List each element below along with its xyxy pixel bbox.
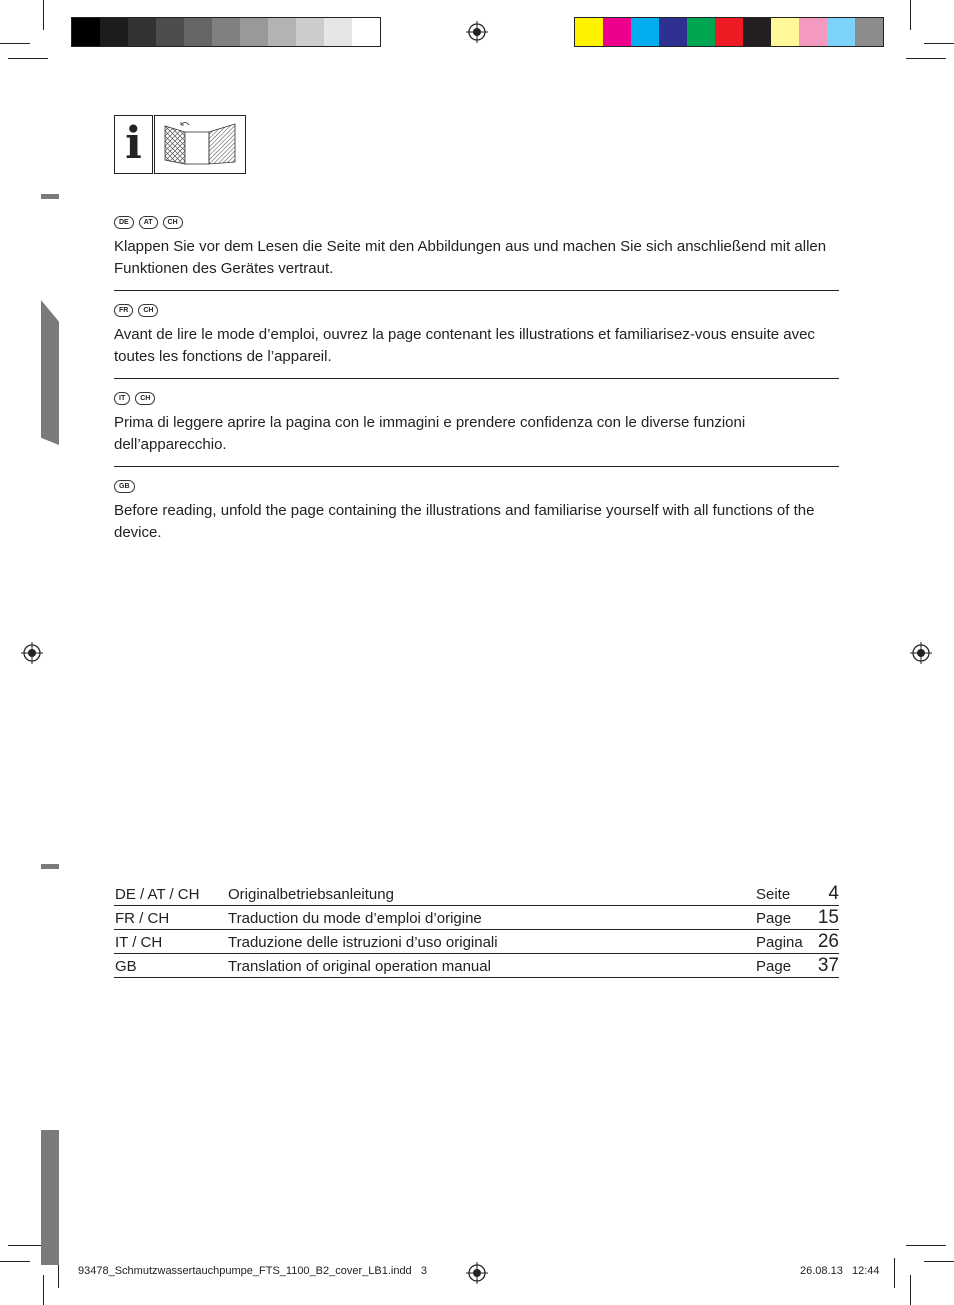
toc-page-word: Page (756, 958, 792, 975)
toc-page-number: 26 (817, 931, 839, 952)
language-section-gb (114, 480, 839, 544)
process-color-bar (574, 17, 884, 47)
color-swatch (687, 18, 715, 46)
unfold-page-icon (155, 116, 245, 173)
crop-mark (910, 1275, 911, 1305)
section-text: Avant de lire le mode d’emploi, ouvrez la page contenant les illustrations et familiarisez-vous ensuite avec toutes les fonctions de l’appareil. (114, 326, 815, 365)
color-swatch (575, 18, 603, 46)
info-icon (114, 115, 153, 174)
color-swatch (156, 18, 184, 46)
language-section-it (114, 392, 839, 456)
language-badge: FR (114, 304, 133, 317)
toc-page-word: Page (756, 910, 792, 927)
crop-mark (906, 58, 946, 59)
language-badges (114, 216, 839, 230)
registration-mark-icon (910, 642, 932, 664)
language-badges (114, 392, 839, 406)
color-swatch (631, 18, 659, 46)
toc-title: Translation of original operation manual (228, 958, 491, 975)
divider (114, 466, 839, 467)
color-swatch (324, 18, 352, 46)
color-swatch (296, 18, 324, 46)
toc-language: DE / AT / CH (115, 886, 200, 903)
language-badges (114, 304, 839, 318)
crop-mark (0, 43, 30, 44)
language-badge: GB (114, 480, 135, 493)
toc-language: GB (115, 958, 137, 975)
section-text: Before reading, unfold the page containing the illustrations and familiarise yourself with all functions of the device. (114, 502, 815, 541)
color-swatch (855, 18, 883, 46)
toc-page-number: 4 (828, 883, 839, 904)
language-badges (114, 480, 839, 494)
crop-mark (43, 1275, 44, 1305)
toc-row[interactable] (114, 954, 839, 978)
toc-page-number: 37 (817, 955, 839, 976)
crop-mark (910, 0, 911, 30)
language-badge: IT (114, 392, 130, 405)
color-swatch (743, 18, 771, 46)
color-swatch (771, 18, 799, 46)
side-tab-strip (41, 300, 59, 445)
language-badge: CH (138, 304, 158, 317)
color-swatch (352, 18, 380, 46)
color-swatch (603, 18, 631, 46)
toc-title: Originalbetriebsanleitung (228, 886, 394, 903)
toc-title: Traduzione delle istruzioni d’uso originali (228, 934, 498, 951)
language-section-fr (114, 304, 839, 368)
crop-mark (906, 1245, 946, 1246)
crop-mark (924, 1261, 954, 1262)
table-of-contents (114, 882, 839, 978)
registration-mark-icon (21, 642, 43, 664)
info-letter: i (125, 118, 142, 169)
divider (114, 378, 839, 379)
side-tab-strip (41, 1130, 59, 1265)
color-swatch (184, 18, 212, 46)
color-swatch (212, 18, 240, 46)
crop-mark (43, 0, 44, 30)
color-swatch (128, 18, 156, 46)
registration-mark-icon (466, 21, 488, 43)
color-swatch (268, 18, 296, 46)
color-swatch (72, 18, 100, 46)
language-badge: CH (135, 392, 155, 405)
toc-page-word: Seite (756, 886, 791, 903)
crop-mark (8, 58, 48, 59)
color-swatch (827, 18, 855, 46)
footer-file-name: 93478_Schmutzwassertauchpumpe_FTS_1100_B2_cover_LB1.indd 3 (78, 1265, 427, 1277)
toc-row[interactable] (114, 882, 839, 906)
toc-page-number: 15 (817, 907, 839, 928)
section-text: Prima di leggere aprire la pagina con le immagini e prendere confidenza con le diverse funzioni dell’apparecchio. (114, 414, 746, 453)
divider (114, 290, 839, 291)
language-badge: DE (114, 216, 134, 229)
section-text: Klappen Sie vor dem Lesen die Seite mit den Abbildungen aus und machen Sie sich anschließend mit allen Funktionen des Gerätes vertraut. (114, 238, 827, 277)
toc-title: Traduction du mode d’emploi d’origine (228, 910, 482, 927)
toc-language: IT / CH (115, 934, 163, 951)
fold-out-page-icon (154, 115, 246, 174)
color-swatch (799, 18, 827, 46)
crop-mark (924, 43, 954, 44)
color-swatch (240, 18, 268, 46)
toc-row[interactable] (114, 906, 839, 930)
grayscale-color-bar (71, 17, 381, 47)
language-section-de (114, 216, 839, 280)
side-tab-strip (41, 194, 59, 199)
color-swatch (715, 18, 743, 46)
language-badge: AT (139, 216, 158, 229)
crop-mark (894, 1258, 895, 1288)
footer-timestamp: 26.08.13 12:44 (800, 1265, 880, 1277)
language-badge: CH (163, 216, 183, 229)
color-swatch (100, 18, 128, 46)
side-tab-strip (41, 864, 59, 869)
toc-row[interactable] (114, 930, 839, 954)
crop-mark (0, 1261, 30, 1262)
toc-language: FR / CH (115, 910, 170, 927)
registration-mark-icon (466, 1262, 488, 1284)
toc-page-word: Pagina (756, 934, 803, 951)
color-swatch (659, 18, 687, 46)
